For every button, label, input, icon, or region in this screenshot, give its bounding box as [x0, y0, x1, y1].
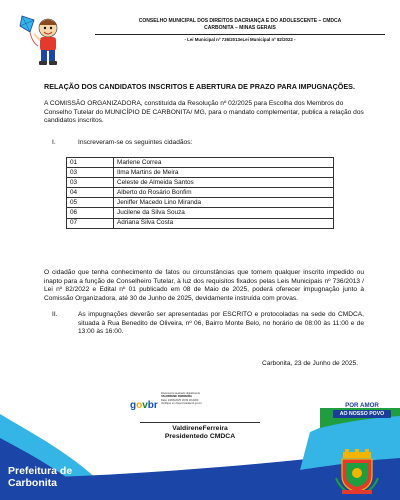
candidate-number: 01: [67, 158, 114, 168]
municipal-crest-icon: [334, 448, 380, 496]
intro-paragraph: A COMISSÃO ORGANIZADORA, constituída da Resolução nº 02/2025 para Escolha dos Membros do Conselho Tutelar do MUNICÍPIO DE CARBONITA/ MG, para o mandato complementar, publica a relação dos candidatos inscritos.: [44, 100, 364, 125]
candidate-number: 06: [67, 208, 114, 218]
candidate-name: Jeniffer Macedo Lino Miranda: [114, 198, 334, 208]
campaign-slogan: [330, 394, 394, 424]
slogan-line-2: POR AMOR: [345, 402, 379, 409]
signature-verify-link[interactable]: Verifique em https://validar.iti.gov.br: [161, 402, 202, 406]
signature-note: Documento assinado digitalmente: [161, 392, 201, 395]
signatory-role: Presidentedo CMDCA: [164, 433, 236, 441]
signature-date: Data: 23/06/2025 18:09:18-0300: [161, 398, 199, 402]
letterhead-rule: [95, 34, 385, 35]
letterhead: [95, 18, 385, 43]
candidate-name: Celeste de Almeida Santos: [114, 178, 334, 188]
table-row: [67, 158, 334, 168]
slogan-line-3: AO NOSSO POVO: [333, 410, 391, 418]
candidate-name: Ilma Martins de Meira: [114, 168, 334, 178]
candidate-number: 03: [67, 178, 114, 188]
prefeitura-label: [8, 466, 72, 489]
candidates-table: [66, 157, 334, 229]
letterhead-laws: - Lei Municipal nº 736/2013eLei Municipal nº 82/2022 -: [184, 37, 296, 42]
letterhead-council: CONSELHO MUNICIPAL DOS DIREITOS DACRIANÇA E DO ADOLESCENTE – CMDCA: [138, 18, 342, 24]
candidate-name: Jucilene da Silva Souza: [114, 208, 334, 218]
signatory: [130, 425, 270, 442]
signatory-name: ValdireneFerreira: [172, 425, 228, 432]
candidate-name: Marlene Correa: [114, 158, 334, 168]
table-row: [67, 208, 334, 218]
prefeitura-line-1: Prefeitura de: [8, 465, 73, 477]
document-title: RELAÇÃO DOS CANDIDATOS INSCRITOS E ABERTURA DE PRAZO PARA IMPUGNAÇÕES.: [44, 82, 355, 91]
section-2-text: As impugnações deverão ser apresentadas por ESCRITO e protocoladas na sede do CMDCA, situada à Rua Benedito de Oliveira, nº 06, Bairro Monte Belo, no horário de 08:00 às 11:00 e de 13:00 às 16:00.: [78, 311, 364, 336]
table-row: [67, 168, 334, 178]
digital-signature-stamp: [130, 392, 280, 422]
candidate-name: Alberto do Rosário Bonfim: [114, 188, 334, 198]
table-row: [67, 188, 334, 198]
section-1-text: Inscreveram-se os seguintes cidadãos:: [78, 139, 193, 146]
section-1-numeral: I.: [52, 139, 56, 146]
table-row: [67, 198, 334, 208]
table-row: [67, 178, 334, 188]
candidate-number: 07: [67, 218, 114, 228]
signature-details: [161, 392, 271, 406]
signature-signer: VALDIRENE FERREIRA: [161, 394, 193, 399]
signature-line: [140, 422, 260, 423]
candidate-number: 05: [67, 198, 114, 208]
candidate-number: 03: [67, 168, 114, 178]
slogan-line-1: TRABALHANDO: [335, 394, 389, 401]
document-date: Carbonita, 23 de Junho de 2025.: [261, 360, 358, 367]
govbr-logo: govbr: [130, 400, 158, 411]
prefeitura-line-2: Carbonita: [8, 476, 58, 489]
impugnation-paragraph: O cidadão que tenha conhecimento de fatos ou circunstâncias que tornem qualquer inscrito impedido ou inapto para a função de Conselheiro Tutelar, à luz dos requisitos fixados pelas Leis Municipais nº 736/2013 / Lei nº 82/2022 e Edital nº 01 publicado em 08 de Maio de 2025, poderá oferecer impugnação junto à Comissão Organizadora, até 30 de Junho de 2025, devidamente instruída com provas.: [44, 269, 364, 302]
candidate-number: 04: [67, 188, 114, 198]
table-row: [67, 218, 334, 228]
letterhead-city: CARBONITA – MINAS GERAIS: [204, 25, 276, 31]
section-2-numeral: II.: [52, 311, 58, 318]
candidate-name: Adriana Silva Costa: [114, 218, 334, 228]
kite-boy-logo: [18, 12, 66, 72]
